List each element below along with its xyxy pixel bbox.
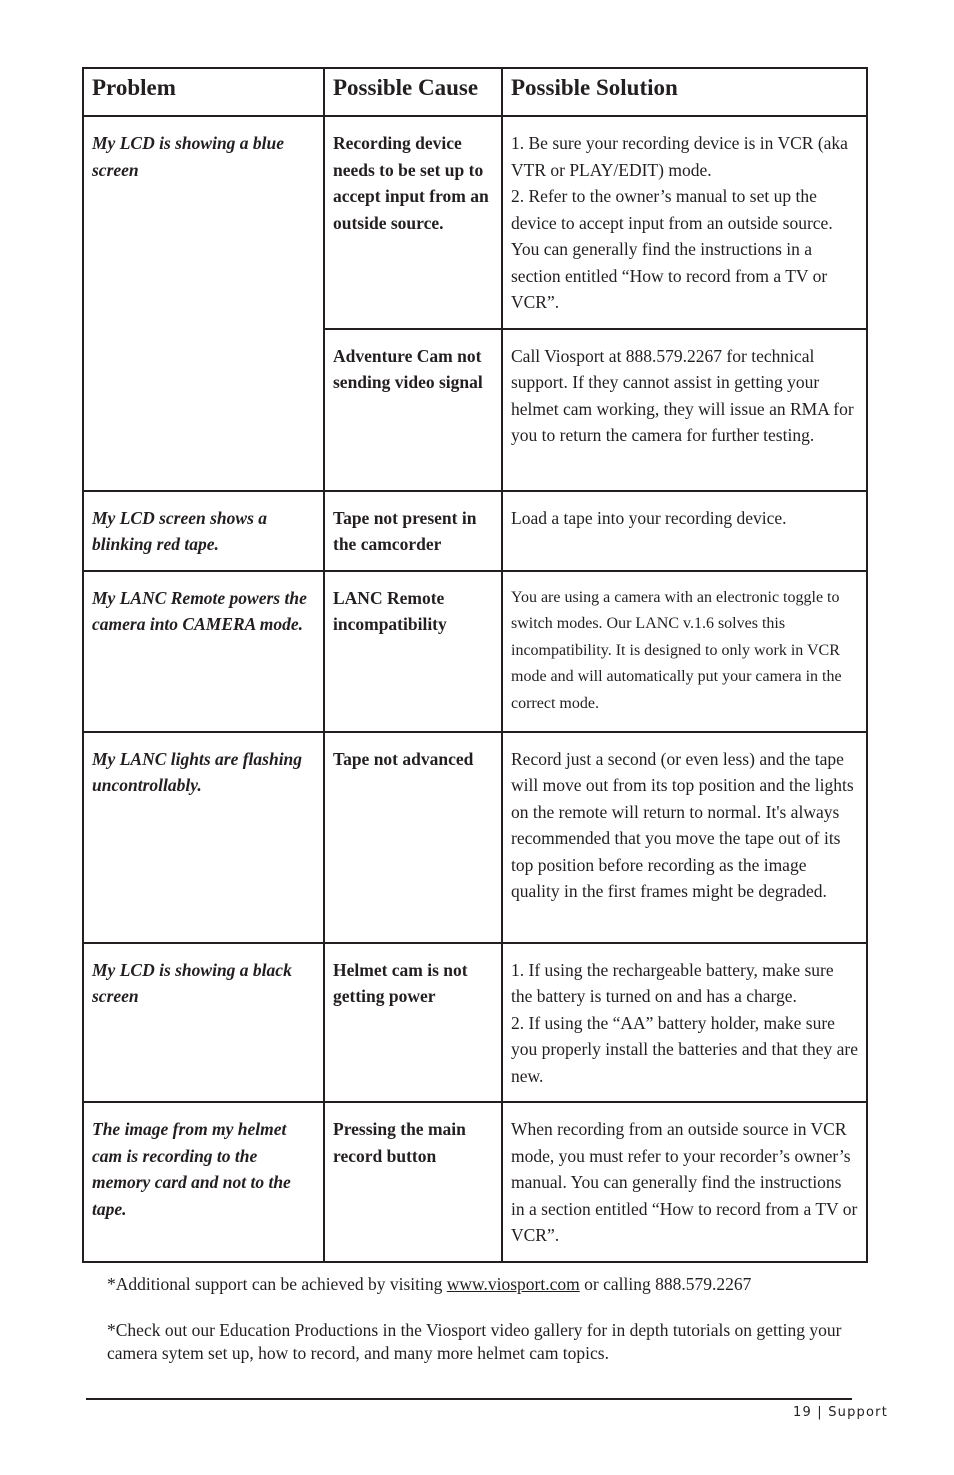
- solution-cell: [502, 329, 867, 491]
- problem-cell: The image from my helmet cam is recording to the memory card and not to the tape.: [83, 1102, 324, 1262]
- problem-cell: My LANC Remote powers the camera into CAMERA mode.: [83, 571, 324, 732]
- table-row: [83, 732, 867, 943]
- cause-cell: Helmet cam is not getting power: [324, 943, 502, 1103]
- solution-cell: [502, 571, 867, 732]
- problem-cell: My LCD is showing a blue screen: [83, 116, 324, 491]
- solution-line: 2. If using the “AA” battery holder, make sure you properly install the batteries and that they are new.: [511, 1012, 858, 1086]
- solution-cell: [502, 116, 867, 329]
- header-problem: Problem: [83, 68, 324, 116]
- table-header-row: [83, 68, 867, 116]
- header-possible-solution: Possible Solution: [502, 68, 867, 116]
- solution-cell: [502, 732, 867, 943]
- cause-cell: LANC Remote incompatibility: [324, 571, 502, 732]
- problem-cell: My LCD screen shows a blinking red tape.: [83, 491, 324, 571]
- table-row: [83, 943, 867, 1103]
- solution-line: You are using a camera with an electronic toggle to switch modes. Our LANC v.1.6 solves this incompatibility. It is designed to only work in VCR mode and will automatically put your camera in the correct mode.: [511, 588, 842, 712]
- header-possible-cause: Possible Cause: [324, 68, 502, 116]
- troubleshooting-table: [82, 67, 868, 1263]
- support-note-suffix: or calling 888.579.2267: [579, 1274, 752, 1294]
- footer-divider: [86, 1398, 852, 1400]
- cause-cell: Pressing the main record button: [324, 1102, 502, 1262]
- solution-line: When recording from an outside source in VCR mode, you must refer to your recorder’s owner’s manual. You can generally find the instructions in a section entitled “How to record from a TV or VCR”.: [511, 1119, 858, 1245]
- table-row: [83, 116, 867, 329]
- solution-cell: [502, 943, 867, 1103]
- table-row: [83, 491, 867, 571]
- table-row: [83, 571, 867, 732]
- solution-cell: [502, 491, 867, 571]
- support-note: [107, 1273, 847, 1296]
- solution-line: 1. If using the rechargeable battery, make sure the battery is turned on and has a charge.: [511, 959, 834, 1006]
- solution-line: 1. Be sure your recording device is in VCR (aka VTR or PLAY/EDIT) mode.: [511, 133, 848, 180]
- table-row: [83, 1102, 867, 1262]
- cause-cell: Tape not advanced: [324, 732, 502, 943]
- viosport-website-link[interactable]: www.viosport.com: [446, 1274, 580, 1294]
- gallery-note: *Check out our Education Productions in the Viosport video gallery for in depth tutorials on getting your camera sytem set up, how to record, and many more helmet cam topics.: [107, 1320, 842, 1363]
- problem-cell: My LCD is showing a black screen: [83, 943, 324, 1103]
- solution-line: Record just a second (or even less) and the tape will move out from its top position and the lights on the remote will return to normal. It's always recommended that you move the tape out of its top position before recording as the image quality in the first frames might be degraded.: [511, 748, 854, 901]
- solution-cell: [502, 1102, 867, 1262]
- cause-cell: Adventure Cam not sending video signal: [324, 329, 502, 491]
- cause-cell: Recording device needs to be set up to accept input from an outside source.: [324, 116, 502, 329]
- page-footer: 19 | Support: [793, 1405, 888, 1420]
- cause-cell: Tape not present in the camcorder: [324, 491, 502, 571]
- support-note-prefix: *Additional support can be achieved by visiting: [107, 1274, 447, 1294]
- solution-line: Call Viosport at 888.579.2267 for technical support. If they cannot assist in getting your helmet cam working, they will issue an RMA for you to return the camera for further testing.: [511, 345, 854, 445]
- problem-cell: My LANC lights are flashing uncontrollably.: [83, 732, 324, 943]
- solution-line: Load a tape into your recording device.: [511, 507, 787, 528]
- solution-line: 2. Refer to the owner’s manual to set up the device to accept input from an outside source. You can generally find the instructions in a section entitled “How to record from a TV or VCR”.: [511, 186, 833, 312]
